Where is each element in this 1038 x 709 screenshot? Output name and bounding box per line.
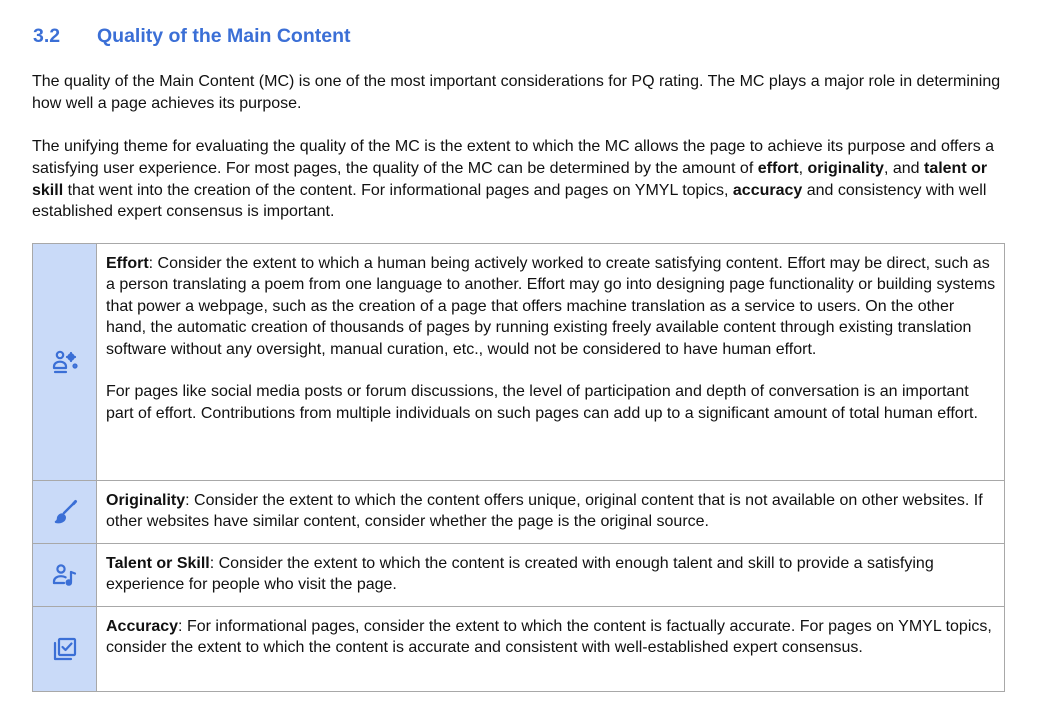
intro-text: , [798, 159, 808, 177]
effort-paragraph-1 [106, 253, 996, 360]
paintbrush-icon [51, 498, 79, 526]
criteria-text-talent [97, 544, 1005, 607]
criteria-row-originality [33, 481, 1005, 544]
criteria-term: Originality [106, 492, 186, 509]
criteria-text-effort [97, 244, 1005, 481]
criteria-row-accuracy [33, 607, 1005, 692]
term-talent: talent or skill [32, 159, 988, 199]
criteria-desc: : Consider the extent to which a human being actively worked to create satisfying content. Effort may be direct, such as a person translating a poem from one language to another. Effort may go into designing page functionality or building systems that power a webpage, such as the creation of a page that offers machine translation as a service to users. On the other hand, the automatic creation of thousands of pages by running existing freely available content through existing translation software without any oversight, manual curation, etc., would not be considered to have human effort. [106, 255, 996, 358]
criteria-text-originality [97, 481, 1005, 544]
intro-text: , and [883, 159, 924, 177]
term-effort: effort [757, 159, 799, 177]
intro-text: and consistency with well established expert consensus is important. [32, 181, 987, 221]
person-music-icon [51, 561, 79, 589]
icon-cell [33, 481, 97, 544]
criteria-term: Effort [106, 255, 149, 272]
criteria-text-accuracy [97, 607, 1005, 692]
criteria-term: Talent or Skill [106, 555, 210, 572]
intro-text: The unifying theme for evaluating the quality of the MC is the extent to which the MC allows the page to achieve its purpose and offers a satisfying user experience. For most pages, the quality of the MC can be determined by the amount of [32, 138, 995, 177]
effort-paragraph-2: For pages like social media posts or forum discussions, the level of participation and depth of conversation is an important part of effort. Contributions from multiple individuals on such pages can add up to a significant amount of total human effort. [106, 383, 978, 422]
icon-cell [33, 544, 97, 607]
icon-cell [33, 607, 97, 692]
criteria-desc: : For informational pages, consider the extent to which the content is factually accurate. For pages on YMYL topics, consider the extent to which the content is accurate and consistent with well-established expert consensus. [106, 618, 992, 657]
section-heading [33, 25, 351, 48]
intro-text: that went into the creation of the content. For informational pages and pages on YMYL topics, [63, 181, 733, 199]
talent-paragraph [106, 553, 996, 596]
criteria-desc: : Consider the extent to which the content is created with enough talent and skill to provide a satisfying experience for people who visit the page. [106, 555, 934, 594]
section-number: 3.2 [33, 25, 61, 47]
criteria-desc: : Consider the extent to which the content offers unique, original content that is not available on other websites. If other websites have similar content, consider whether the page is the original source. [106, 492, 983, 531]
checkbox-stack-icon [51, 635, 79, 663]
term-originality: originality [807, 159, 884, 177]
term-accuracy: accuracy [732, 181, 803, 199]
intro-paragraph-2 [32, 136, 1007, 223]
criteria-row-talent [33, 544, 1005, 607]
intro-paragraph-1: The quality of the Main Content (MC) is one of the most important considerations for PQ rating. The MC plays a major role in determining how well a page achieves its purpose. [32, 73, 1001, 112]
section-title: Quality of the Main Content [97, 25, 351, 47]
criteria-row-effort [33, 244, 1005, 481]
icon-cell [33, 244, 97, 481]
criteria-table [32, 243, 1005, 692]
accuracy-paragraph [106, 616, 996, 659]
people-gear-icon [51, 348, 79, 376]
criteria-term: Accuracy [106, 618, 179, 635]
originality-paragraph [106, 490, 996, 533]
